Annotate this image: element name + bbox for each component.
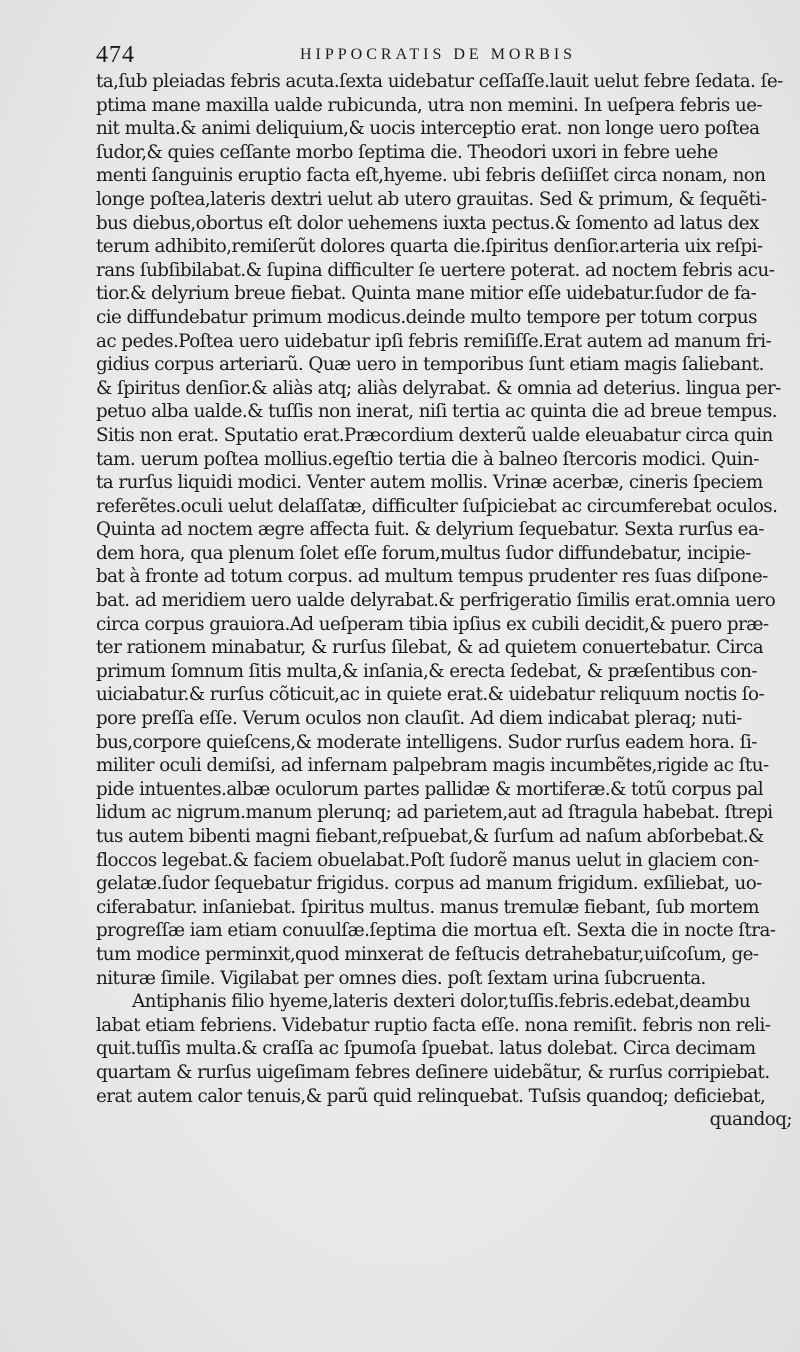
text-line: tior.& delyrium breue fiebat. Quinta mane mitior eſſe uidebatur.ſudor de fa- (96, 283, 757, 305)
text-line: longe poſtea,lateris dextri uelut ab utero grauitas. Sed & primum, & ſequẽti- (96, 188, 767, 210)
text-line: erat autem calor tenuis,& parũ quid relinquebat. Tuſsis quandoq; deficiebat, (96, 1085, 766, 1107)
text-line: gelatæ.ſudor ſequebatur frigidus. corpus ad manum frigidum. exſiliebat, uo- (96, 873, 762, 895)
text-line: progreſſæ iam etiam conuulſæ.ſeptima die mortua eſt. Sexta die in nocte ſtra- (96, 920, 776, 942)
text-line: menti ſanguinis eruptio facta eſt,hyeme. ubi febris deſiiſſet circa nonam, non (96, 165, 766, 187)
text-line: ac pedes.Poſtea uero uidebatur ipſi febris remiſiſſe.Erat autem ad manum fri- (96, 330, 772, 352)
text-line: tam. uerum poſtea mollius.egeſtio tertia die à balneo ſtercoris modici. Quin- (96, 448, 759, 470)
text-line: pore preſſa eſſe. Verum oculos non clauſit. Ad diem indicabat pleraq; nuti- (96, 708, 742, 730)
text-line: & ſpiritus denſior.& aliàs atq; aliàs delyrabat. & omnia ad deterius. lingua per- (96, 377, 781, 399)
running-title: HIPPOCRATIS DE MORBIS (300, 46, 577, 63)
text-line: ta rurſus liquidi modici. Venter autem mollis. Vrinæ acerbæ, cineris ſpeciem (96, 472, 763, 494)
paragraph-start-line: Antiphanis filio hyeme,lateris dexteri dolor,tuſſis.febris.edebat,deambu (132, 991, 751, 1013)
text-line: nit multa.& animi deliquium,& uocis interceptio erat. non longe uero poſtea (96, 118, 760, 140)
text-line: bat. ad meridiem uero ualde delyrabat.& perfrigeratio ſimilis erat.omnia uero (96, 590, 776, 612)
page-header (96, 34, 796, 74)
body-text (96, 70, 796, 1132)
text-line: tus autem bibenti magni fiebant,reſpuebat,& ſurſum ad naſum abſorbebat.& (96, 826, 764, 847)
text-line: cie diffundebatur primum modicus.deinde multo tempore per totum corpus (96, 306, 757, 328)
text-line: ſudor,& quies ceſſante morbo ſeptima die. Theodori uxori in febre uehe (96, 141, 718, 163)
text-line: ter rationem minabatur, & rurſus ſilebat, & ad quietem conuertebatur. Circa (96, 637, 764, 659)
text-line: rans ſubſibilabat.& ſupina difficulter ſe uertere poterat. ad noctem febris acu- (96, 259, 775, 281)
text-line: dem hora, qua plenum ſolet eſſe forum,multus ſudor diffundebatur, incipie- (96, 542, 751, 564)
catchword: quandoq; (709, 1109, 792, 1131)
text-line: bat à fronte ad totum corpus. ad multum tempus prudenter res ſuas diſpone- (96, 566, 768, 588)
text-line: referẽtes.oculi uelut delaſſatæ, difficulter ſuſpiciebat ac circumferebat oculos. (96, 495, 778, 517)
text-line: Sitis non erat. Sputatio erat.Præcordium dexterũ ualde eleuabatur circa quin (96, 424, 773, 446)
text-line: nituræ ſimile. Vigilabat per omnes dies. poſt ſextam urina ſubcruenta. (96, 967, 706, 989)
text-line: labat etiam febriens. Videbatur ruptio facta eſſe. nona remiſit. febris non reli- (96, 1014, 771, 1036)
text-line: ptima mane maxilla ualde rubicunda, utra non memini. In ueſpera febris ue- (96, 94, 763, 116)
text-line: terum adhibito,remiſerũt dolores quarta die.ſpiritus denſior.arteria uix reſpi- (96, 236, 763, 258)
text-line: lidum ac nigrum.manum plerunq; ad parietem,aut ad ſtragula habebat. ſtrepi (96, 802, 773, 824)
page-number: 474 (96, 42, 135, 68)
text-line: uiciabatur.& rurſus cõticuit,ac in quiete erat.& uidebatur reliquum noctis ſo- (96, 684, 765, 706)
text-line: tum modice perminxit,quod minxerat de feſtucis detrahebatur,uiſcoſum, ge- (96, 943, 759, 965)
text-line: primum ſomnum ſitis multa,& inſania,& erecta ſedebat, & præſentibus con- (96, 660, 758, 682)
text-line: bus,corpore quieſcens,& moderate intelligens. Sudor rurſus eadem hora. ſi- (96, 731, 757, 753)
text-line: gidius corpus arteriarũ. Quæ uero in temporibus ſunt etiam magis ſaliebant. (96, 354, 764, 376)
text-line: pide intuentes.albæ oculorum partes pallidæ & mortiferæ.& totũ corpus pal (96, 778, 764, 800)
text-line: quit.tuſſis multa.& craſſa ac ſpumoſa ſpuebat. latus dolebat. Circa decimam (96, 1038, 756, 1060)
text-line: militer oculi demiſsi, ad infernam palpebram magis incumbẽtes,rigide ac ſtu- (96, 755, 769, 777)
text-line: ta,ſub pleiadas febris acuta.ſexta uidebatur ceſſaſſe.lauit uelut febre ſedata. ſe- (96, 71, 783, 92)
text-line: quartam & rurſus uigeſimam febres deſinere uidebãtur, & rurſus corripiebat. (96, 1061, 770, 1083)
text-line: Quinta ad noctem ægre affecta fuit. & delyrium ſequebatur. Sexta rurſus ea- (96, 519, 764, 541)
text-line: ciferabatur. inſaniebat. ſpiritus multus. manus tremulæ fiebant, ſub mortem (96, 896, 759, 918)
text-line: circa corpus grauiora.Ad ueſperam tibia ipſius ex cubili decidit,& puero præ- (96, 613, 769, 635)
text-line: floccos legebat.& faciem obuelabat.Poſt ſudorẽ manus uelut in glaciem con- (96, 849, 759, 871)
text-line: bus diebus,obortus eſt dolor uehemens iuxta pectus.& ſomento ad latus dex (96, 212, 759, 234)
text-line: petuo alba ualde.& tuſſis non inerat, niſi tertia ac quinta die ad breue tempus. (96, 401, 778, 423)
